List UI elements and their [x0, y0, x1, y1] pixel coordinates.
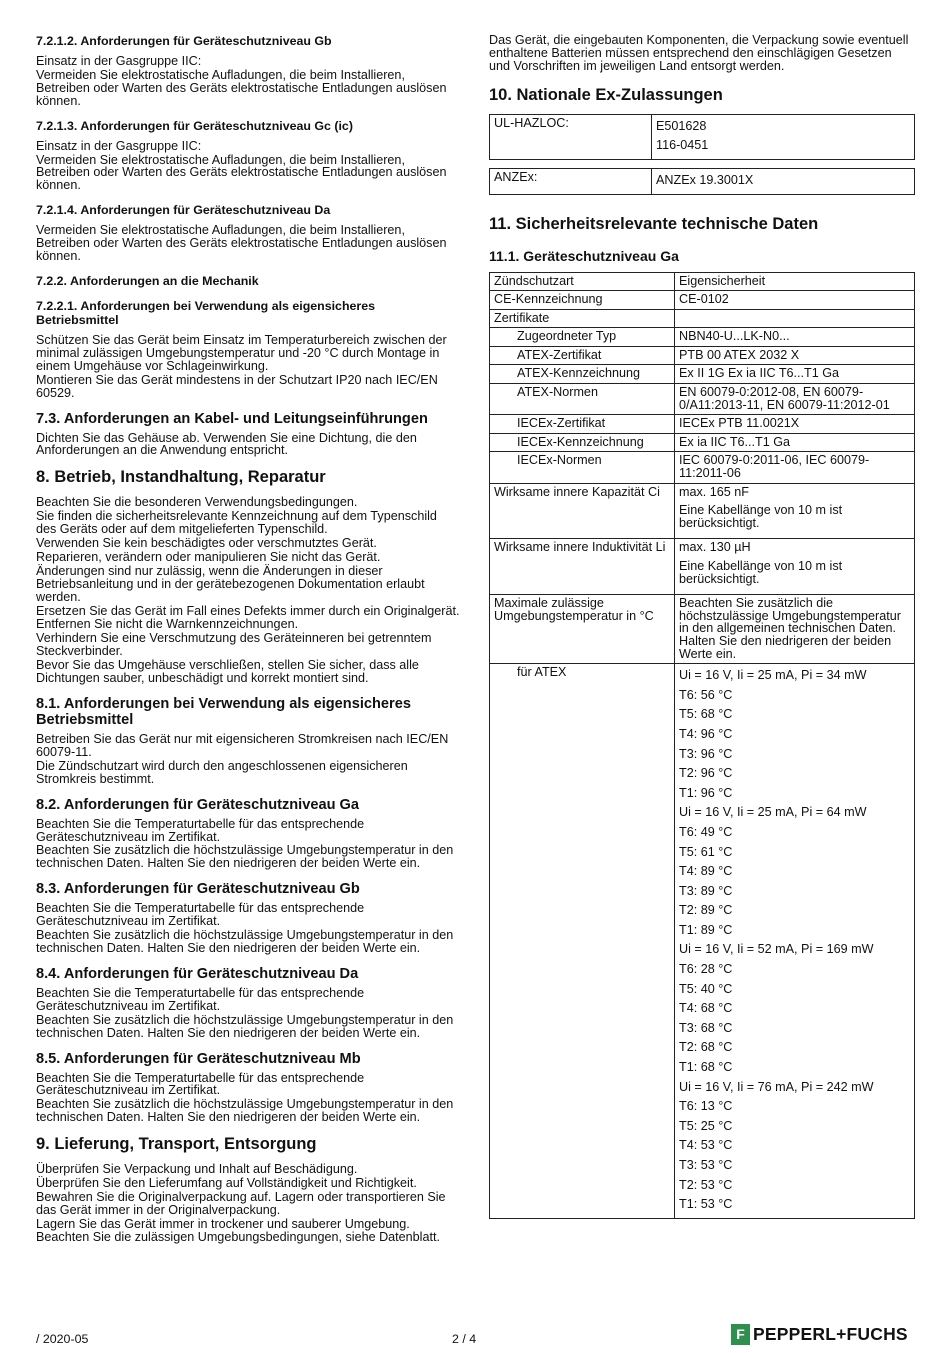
paragraph: Dichten Sie das Gehäuse ab. Verwenden Sie eine Dichtung, die den Anforderungen an die Anwendung entspricht. [36, 430, 417, 458]
value-line: T3: 68 °C [679, 1020, 733, 1035]
table-row [490, 539, 915, 595]
row-label: ATEX-Normen [490, 384, 675, 415]
row-value [675, 346, 915, 365]
section-10-title: 10. Nationale Ex-Zulassungen [489, 85, 723, 104]
section-11-title: 11. Sicherheitsrelevante technische Daten [489, 214, 819, 233]
paragraph: Beachten Sie die Temperaturtabelle für das entsprechende Geräteschutzniveau im Zertifikat. [36, 901, 365, 929]
row-value [675, 365, 915, 384]
table-row [490, 328, 915, 347]
section [36, 203, 460, 263]
section [36, 299, 460, 400]
value-line: T5: 25 °C [679, 1118, 733, 1133]
value-line: Ui = 16 V, Ii = 25 mA, Pi = 64 mW [679, 805, 867, 820]
approval-label: ANZEx: [490, 168, 652, 194]
paragraph: Ersetzen Sie das Gerät im Fall eines Defekts immer durch ein Originalgerät. [36, 603, 460, 618]
row-label: Zündschutzart [490, 272, 675, 291]
section-heading: 7.3. Anforderungen an Kabel- und Leitungseinführungen [36, 410, 428, 427]
value-line: CE-0102 [679, 292, 729, 307]
row-value [675, 452, 915, 483]
section [36, 966, 460, 1040]
paragraph: Vermeiden Sie elektrostatische Aufladungen, die beim Installieren, Betreiben oder Warten des Geräts elektrostatische Entladungen auslösen können. [36, 67, 447, 108]
paragraph: Bewahren Sie die Originalverpackung auf. Lagern oder transportieren Sie das Gerät immer in der Originalverpackung. [36, 1189, 446, 1217]
value-line: T1: 53 °C [679, 1197, 733, 1212]
section-heading: 7.2.1.4. Anforderungen für Geräteschutzniveau Da [36, 203, 331, 218]
paragraph: Einsatz in der Gasgruppe IIC: [36, 54, 202, 68]
paragraph: Überprüfen Sie den Lieferumfang auf Vollständigkeit und Richtigkeit. [36, 1176, 417, 1191]
section [36, 468, 460, 685]
section-heading: 7.2.1.3. Anforderungen für Geräteschutzniveau Gc (ic) [36, 118, 353, 133]
paragraph: Beachten Sie zusätzlich die höchstzulässige Umgebungstemperatur in den technischen Daten. Halten Sie den niedrigeren der beiden Werte ein. [36, 1097, 454, 1125]
value-line: NBN40-U...LK-N0... [679, 329, 790, 344]
section [36, 881, 460, 955]
value-line: Ui = 16 V, Ii = 25 mA, Pi = 34 mW [679, 668, 867, 683]
paragraph: Reparieren, verändern oder manipulieren Sie nicht das Gerät. [36, 549, 381, 564]
row-label: IECEx-Normen [490, 452, 675, 483]
row-label: Wirksame innere Induktivität Li [490, 539, 675, 595]
paragraph: Montieren Sie das Gerät mindestens in der Schutzart IP20 nach IEC/EN 60529. [36, 372, 438, 400]
section [36, 411, 460, 458]
value-line: T5: 61 °C [679, 844, 733, 859]
paragraph: Vermeiden Sie elektrostatische Aufladungen, die beim Installieren, Betreiben oder Warten des Geräts elektrostatische Entladungen auslösen können. [36, 152, 447, 193]
table-gap [490, 159, 915, 168]
value-line: ANZEx 19.3001X [656, 172, 754, 187]
value-line: T1: 89 °C [679, 922, 733, 937]
value-line: EN 60079-0:2012-08, EN 60079-0/A11:2013-11, EN 60079-11:2012-01 [679, 385, 890, 412]
value-line: Eigensicherheit [679, 273, 766, 288]
value-line: T6: 56 °C [679, 687, 733, 702]
row-value [675, 415, 915, 434]
value-line: 116-0451 [656, 138, 709, 153]
row-label: CE-Kennzeichnung [490, 291, 675, 310]
row-value [675, 309, 915, 328]
section-heading: 8.4. Anforderungen für Geräteschutzniveau Da [36, 965, 359, 982]
approval-label: UL-HAZLOC: [490, 114, 652, 159]
value-line: Beachten Sie zusätzlich die höchstzulässige Umgebungstemperatur in den allgemeinen technischen Daten. Halten Sie den niedrigeren der beiden Werte ein. [679, 596, 901, 661]
paragraph: Änderungen sind nur zulässig, wenn die Änderungen in dieser Betriebsanleitung und in der gerätebezogenen Dokumentation erlaubt werden. [36, 563, 425, 604]
row-value [675, 433, 915, 452]
section-11-1-title: 11.1. Geräteschutzniveau Ga [489, 247, 679, 264]
value-line: T5: 40 °C [679, 981, 733, 996]
table-row [490, 483, 915, 539]
row-label: ATEX-Zertifikat [490, 346, 675, 365]
table-row-atex [490, 664, 915, 1219]
paragraph: Verhindern Sie eine Verschmutzung des Geräteinneren bei getrenntem Steckverbinder. [36, 631, 432, 659]
section-heading: 8.1. Anforderungen bei Verwendung als eigensicheres Betriebsmittel [36, 696, 411, 728]
section-heading: 8. Betrieb, Instandhaltung, Reparatur [36, 468, 326, 487]
value-line: Ex II 1G Ex ia IIC T6...T1 Ga [679, 366, 840, 381]
logo-text: PEPPERL+FUCHS [753, 1323, 908, 1344]
table-row [490, 595, 915, 664]
tech-data-table [489, 272, 915, 1219]
table-row [490, 452, 915, 483]
value-line: T1: 68 °C [679, 1060, 733, 1075]
value-line: max. 130 µH [679, 540, 751, 555]
footer-date: / 2020-05 [36, 1332, 89, 1346]
table-row [490, 365, 915, 384]
value-line: T5: 68 °C [679, 707, 733, 722]
row-value [675, 595, 915, 664]
paragraph: Beachten Sie die Temperaturtabelle für das entsprechende Geräteschutzniveau im Zertifikat. [36, 1070, 365, 1098]
table-row [490, 346, 915, 365]
row-label: IECEx-Zertifikat [490, 415, 675, 434]
row-label: Zugeordneter Typ [490, 328, 675, 347]
value-line: IECEx PTB 11.0021X [679, 416, 800, 431]
value-line: Ui = 16 V, Ii = 76 mA, Pi = 242 mW [679, 1079, 874, 1094]
paragraph: Lagern Sie das Gerät immer in trockener und sauberer Umgebung. Beachten Sie die zulässigen Umgebungsbedingungen, siehe Datenblatt. [36, 1216, 440, 1244]
paragraph: Beachten Sie zusätzlich die höchstzulässige Umgebungstemperatur in den technischen Daten. Halten Sie den niedrigeren der beiden Werte ein. [36, 1012, 454, 1040]
section [36, 1135, 460, 1243]
pepperl-fuchs-logo [731, 1323, 908, 1345]
row-label: für ATEX [490, 664, 675, 1219]
paragraph: Verwenden Sie kein beschädigtes oder verschmutztes Gerät. [36, 536, 377, 551]
value-line: T2: 53 °C [679, 1177, 733, 1192]
row-label: Wirksame innere Kapazität Ci [490, 483, 675, 539]
section [36, 696, 460, 786]
paragraph: Einsatz in der Gasgruppe IIC: [36, 138, 202, 153]
section [36, 119, 460, 193]
paragraph: Überprüfen Sie Verpackung und Inhalt auf Beschädigung. [36, 1162, 358, 1177]
logo-mark-icon: F [731, 1324, 750, 1345]
disposal-paragraph: Das Gerät, die eingebauten Komponenten, die Verpackung sowie eventuell enthaltene Batterien müssen entsprechend den einschlägigen Gesetzen und Vorschriften im jeweiligen Land entsorgt werden. [489, 33, 909, 73]
value-line: T2: 89 °C [679, 903, 733, 918]
value-line: Eine Kabellänge von 10 m ist berücksichtigt. [679, 503, 843, 530]
table-row [490, 168, 915, 194]
value-line: T3: 89 °C [679, 883, 733, 898]
row-label: ATEX-Kennzeichnung [490, 365, 675, 384]
row-value [675, 291, 915, 310]
section-heading: 7.2.2.1. Anforderungen bei Verwendung als eigensicheres Betriebsmittel [36, 298, 376, 327]
right-column [489, 34, 915, 1219]
paragraph: Die Zündschutzart wird durch den angeschlossenen eigensicheren Stromkreis bestimmt. [36, 758, 408, 786]
section [36, 797, 460, 871]
section [36, 1051, 460, 1125]
table-row [490, 309, 915, 328]
row-label: Zertifikate [490, 309, 675, 328]
value-line: T1: 96 °C [679, 785, 733, 800]
paragraph: Bevor Sie das Umgehäuse verschließen, stellen Sie sicher, dass alle Dichtungen sauber, unbeschädigt und korrekt montiert sind. [36, 658, 419, 686]
paragraph: Beachten Sie die Temperaturtabelle für das entsprechende Geräteschutzniveau im Zertifikat. [36, 816, 365, 844]
section-heading: 9. Lieferung, Transport, Entsorgung [36, 1135, 317, 1154]
value-line: Ui = 16 V, Ii = 52 mA, Pi = 169 mW [679, 942, 874, 957]
approval-value [652, 114, 915, 159]
paragraph: Schützen Sie das Gerät beim Einsatz im Temperaturbereich zwischen der minimal zulässigen Umgebungstemperatur und -20 °C durch Montage in einem Umgehäuse vor Schlageinwirkung. [36, 332, 447, 373]
table-row [490, 272, 915, 291]
atex-temperature-values [675, 664, 915, 1219]
paragraph: Entfernen Sie nicht die Warnkennzeichnungen. [36, 617, 299, 632]
section-heading: 7.2.2. Anforderungen an die Mechanik [36, 273, 259, 288]
row-label: Maximale zulässige Umgebungstemperatur in °C [490, 595, 675, 664]
value-line: E501628 [656, 118, 707, 133]
approvals-table [489, 114, 915, 195]
table-row [490, 415, 915, 434]
footer-page-number: 2 / 4 [452, 1332, 477, 1346]
value-line: Eine Kabellänge von 10 m ist berücksichtigt. [679, 559, 843, 586]
value-line: T3: 96 °C [679, 746, 733, 761]
value-line: T4: 68 °C [679, 1001, 733, 1016]
paragraph: Vermeiden Sie elektrostatische Aufladungen, die beim Installieren, Betreiben oder Warten des Geräts elektrostatische Entladungen auslösen können. [36, 223, 447, 264]
value-line: T4: 53 °C [679, 1138, 733, 1153]
value-line: Ex ia IIC T6...T1 Ga [679, 434, 791, 449]
table-row [490, 114, 915, 159]
paragraph: Beachten Sie die besonderen Verwendungsbedingungen. [36, 495, 358, 510]
paragraph: Beachten Sie zusätzlich die höchstzulässige Umgebungstemperatur in den technischen Daten. Halten Sie den niedrigeren der beiden Werte ein. [36, 928, 454, 955]
section-heading: 7.2.1.2. Anforderungen für Geräteschutzniveau Gb [36, 34, 332, 48]
left-column [36, 34, 460, 1255]
value-line: T2: 96 °C [679, 766, 733, 781]
table-row [490, 384, 915, 415]
section-heading: 8.5. Anforderungen für Geräteschutzniveau Mb [36, 1050, 361, 1067]
section-heading: 8.3. Anforderungen für Geräteschutzniveau Gb [36, 881, 360, 898]
row-value [675, 272, 915, 291]
section [36, 34, 460, 108]
paragraph: Sie finden die sicherheitsrelevante Kennzeichnung auf dem Typenschild des Geräts oder auf dem mitgelieferten Typenschild. [36, 509, 437, 537]
row-value [675, 539, 915, 595]
table-row [490, 291, 915, 310]
row-value [675, 328, 915, 347]
section [36, 274, 460, 288]
paragraph: Betreiben Sie das Gerät nur mit eigensicheren Stromkreisen nach IEC/EN 60079-11. [36, 732, 449, 759]
value-line: max. 165 nF [679, 484, 749, 499]
paragraph: Beachten Sie zusätzlich die höchstzulässige Umgebungstemperatur in den technischen Daten. Halten Sie den niedrigeren der beiden Werte ein. [36, 843, 454, 871]
value-line: T2: 68 °C [679, 1040, 733, 1055]
value-line: T6: 13 °C [679, 1099, 733, 1114]
value-line: T3: 53 °C [679, 1158, 733, 1172]
value-line: T6: 49 °C [679, 824, 733, 839]
value-line: T4: 89 °C [679, 864, 733, 879]
value-line: T4: 96 °C [679, 726, 733, 741]
value-line: T6: 28 °C [679, 962, 733, 977]
row-value [675, 483, 915, 539]
value-line: PTB 00 ATEX 2032 X [679, 347, 800, 362]
row-label: IECEx-Kennzeichnung [490, 433, 675, 452]
paragraph: Beachten Sie die Temperaturtabelle für das entsprechende Geräteschutzniveau im Zertifikat. [36, 985, 365, 1013]
row-value [675, 384, 915, 415]
section-heading: 8.2. Anforderungen für Geräteschutzniveau Ga [36, 796, 360, 813]
value-line: IEC 60079-0:2011-06, IEC 60079-11:2011-06 [679, 453, 870, 481]
table-row [490, 433, 915, 452]
approval-value [652, 168, 915, 194]
